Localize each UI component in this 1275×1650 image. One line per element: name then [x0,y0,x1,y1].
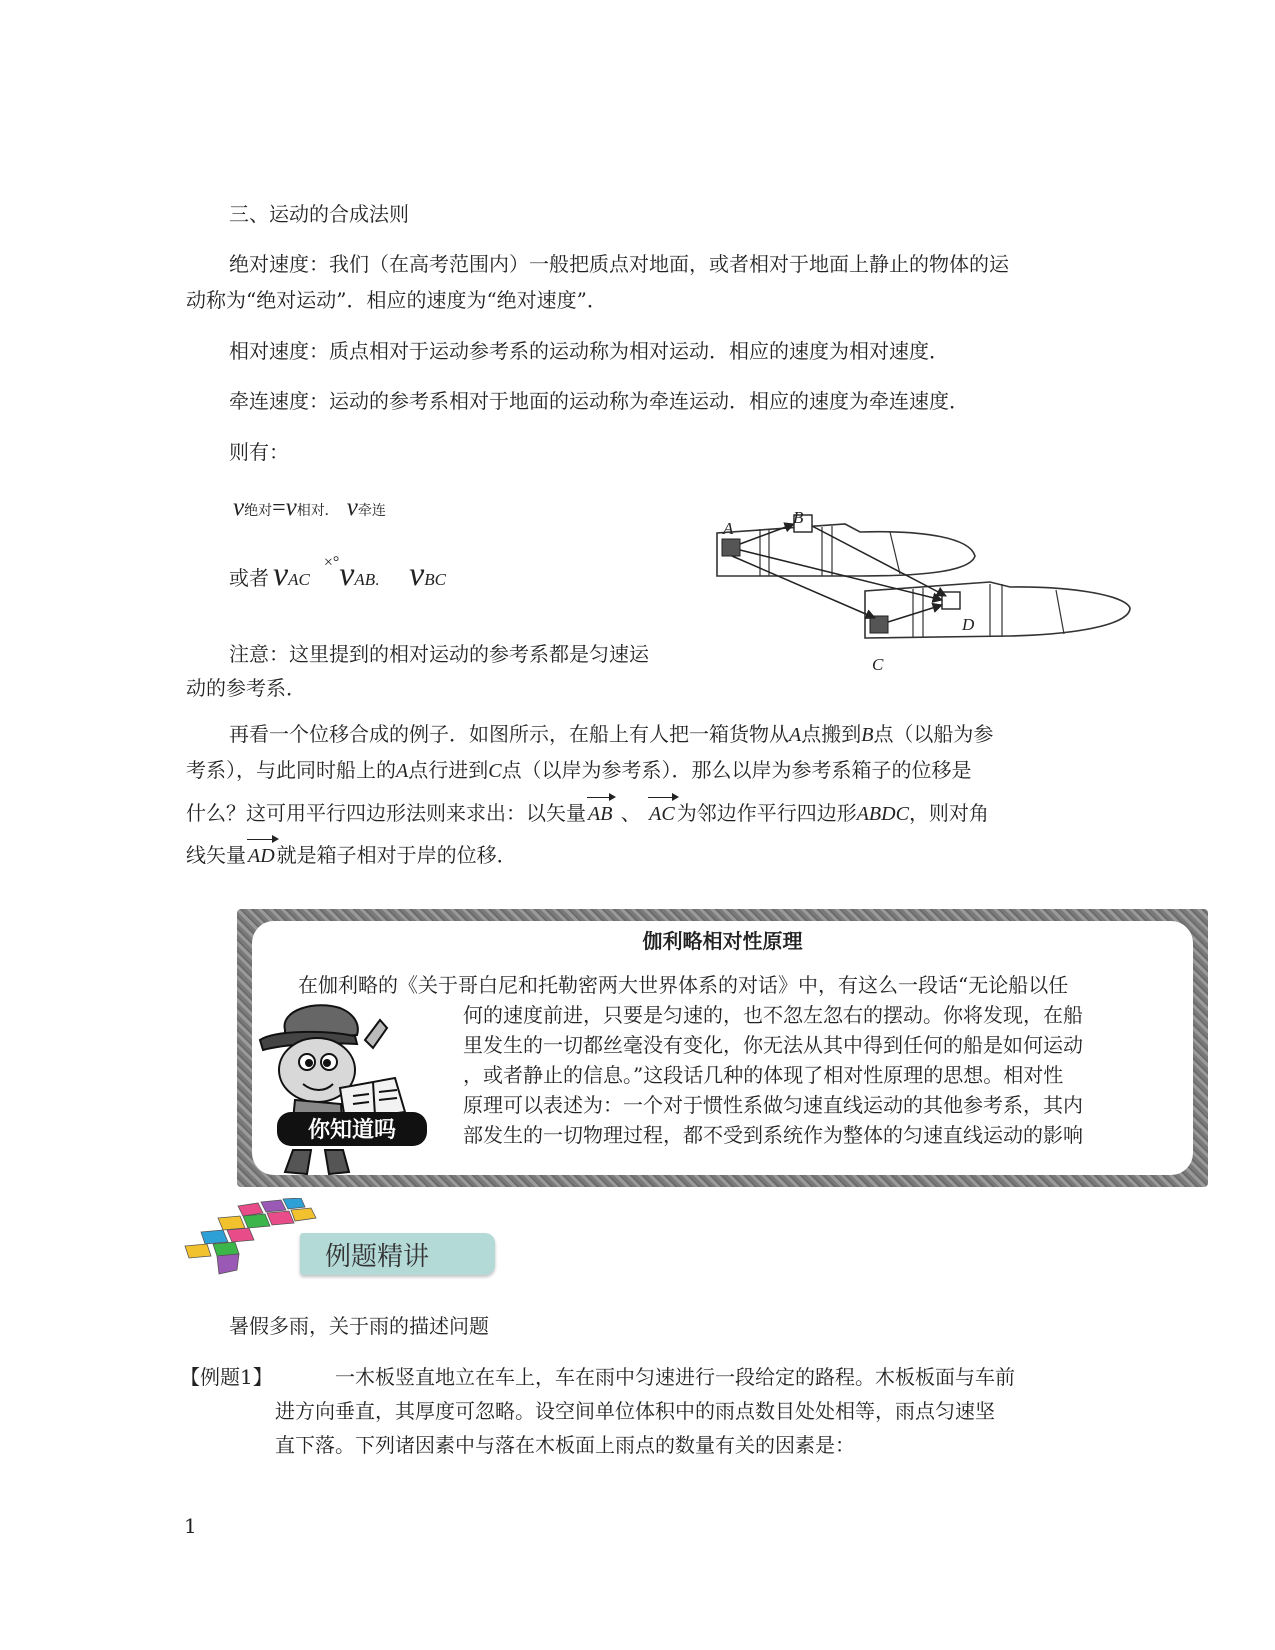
boat-displacement-diagram [710,510,1150,675]
label-a: A [723,519,734,538]
displacement-line-1 [229,716,993,753]
formula-vector-sum [229,556,446,606]
formula-v-conv: v [346,494,358,521]
point-c-ref: C [488,760,502,782]
formula-v-rel: v [285,494,297,521]
example-1-label: 【例题1】 [180,1365,273,1389]
then-have-text: 则有： [229,440,289,464]
formula-v-bc: v [409,556,425,593]
displacement-line-4 [186,837,517,874]
did-you-know-line-2: 何的速度前进，只要是匀速的，也不忽左忽右的摆动。你将发现，在船 [463,1003,1083,1027]
example-banner-label: 例题精讲 [325,1242,430,1272]
formula-v-ab: v [339,556,355,593]
displacement-l2-text-b: 点行进到 [408,758,489,782]
absolute-speed-line-2: 动称为“绝对运动”．相应的速度为“绝对速度”． [186,288,607,312]
displacement-l1-text-a: 再看一个位移合成的例子．如图所示，在船上有人把一箱货物从 [229,722,789,746]
did-you-know-line-3: 里发生的一切都丝毫没有变化，你无法从其中得到任何的船是如何运动 [463,1033,1083,1057]
formula-v-ac: v [273,556,289,593]
point-a-ref-2: A [396,760,409,782]
formula-sub-ac: AC [288,570,310,589]
mascot-badge-text: 你知道吗 [307,1118,397,1143]
did-you-know-line-6: 部发生的一切物理过程，都不受到系统作为整体的匀速直线运动的影响 [463,1123,1083,1147]
displacement-line-2 [186,752,972,789]
formula-sub-rel: 相对 [296,504,325,519]
formula-equals: = [272,495,286,521]
did-you-know-title: 伽利略相对性原理 [642,929,803,953]
upper-boat-hull [717,524,975,576]
displacement-l4-text-a: 线矢量 [186,843,246,867]
did-you-know-line-4: ，或者静止的信息。”这段话几种的体现了相对性原理的思想。相对性 [463,1063,1064,1087]
relative-speed-paragraph: 相对速度：质点相对于运动参考系的运动称为相对运动．相应的速度为相对速度． [229,339,949,363]
label-c: C [872,655,884,674]
summer-rain-heading: 暑假多雨，关于雨的描述问题 [229,1314,489,1338]
parallelogram-label: ABDC [856,803,909,825]
example-banner-cubes-icon [183,1198,318,1280]
displacement-l2-text-a: 考系），与此同时船上的 [186,758,396,782]
vector-separator: 、 [620,801,641,825]
formula-absolute-velocity [233,494,386,534]
formula-prefix: 或者 [229,566,269,590]
displacement-l3-text-a: 什么？这可用平行四边形法则来求出：以矢量 [186,801,586,825]
note-line-1: 注意：这里提到的相对运动的参考系都是匀速运 [229,642,649,666]
label-d: D [962,615,975,634]
displacement-l3-text-b: 为邻边作平行四边形 [676,801,857,825]
convected-speed-paragraph: 牵连速度：运动的参考系相对于地面的运动称为牵连运动．相应的速度为牵连速度． [229,389,969,413]
formula-v-abs: v [233,494,245,521]
example-1-line-2: 进方向垂直，其厚度可忽略。设空间单位体积中的雨点数目处处相等，雨点匀速坚 [275,1399,995,1423]
point-b-ref: B [861,724,874,746]
formula-sub-bc: BC [424,570,446,589]
displacement-line-3 [186,795,989,832]
displacement-l1-text-b: 点搬到 [801,722,862,746]
vector-ad-label: AD [246,838,277,874]
vector-ac-label: AC [647,796,677,832]
section-heading: 三、运动的合成法则 [229,202,409,226]
did-you-know-line-5: 原理可以表述为：一个对于惯性系做匀速直线运动的其他参考系，其内 [463,1093,1083,1117]
note-line-2: 动的参考系． [186,676,306,700]
formula-operator-glyph: ×° [323,554,340,571]
vector-ab-label: AB [586,796,614,832]
point-a-ref: A [789,724,802,746]
mascot-boy-icon [245,1000,450,1180]
displacement-l2-text-c: 点（以岸为参考系）．那么以岸为参考系箱子的位移是 [501,758,972,782]
example-1-line-1: 一木板竖直地立在车上，车在雨中匀速进行一段给定的路程。木板板面与车前 [335,1365,1015,1389]
formula-sub-conv: 牵连 [357,504,386,519]
formula-dot-2: . [375,572,380,589]
absolute-speed-line-1: 绝对速度：我们（在高考范围内）一般把质点对地面，或者相对于地面上静止的物体的运 [229,252,1009,276]
box-at-a [722,539,740,556]
page-number: 1 [184,1514,197,1538]
displacement-l3-text-c: ，则对角 [908,801,989,825]
displacement-l4-text-b: 就是箱子相对于岸的位移． [276,843,517,867]
formula-dot: . [324,502,329,519]
formula-sub-ab: AB [354,570,376,589]
label-b: B [793,510,804,527]
example-1-line-3: 直下落。下列诸因素中与落在木板面上雨点的数量有关的因素是： [275,1433,855,1457]
did-you-know-line-1: 在伽利略的《关于哥白尼和托勒密两大世界体系的对话》中，有这么一段话“无论船以任 [298,973,1069,997]
box-at-c [870,616,888,633]
displacement-l1-text-c: 点（以船为参 [873,722,994,746]
vector-cd [888,605,942,622]
vector-ab [740,524,794,544]
formula-sub-abs: 绝对 [244,504,273,519]
